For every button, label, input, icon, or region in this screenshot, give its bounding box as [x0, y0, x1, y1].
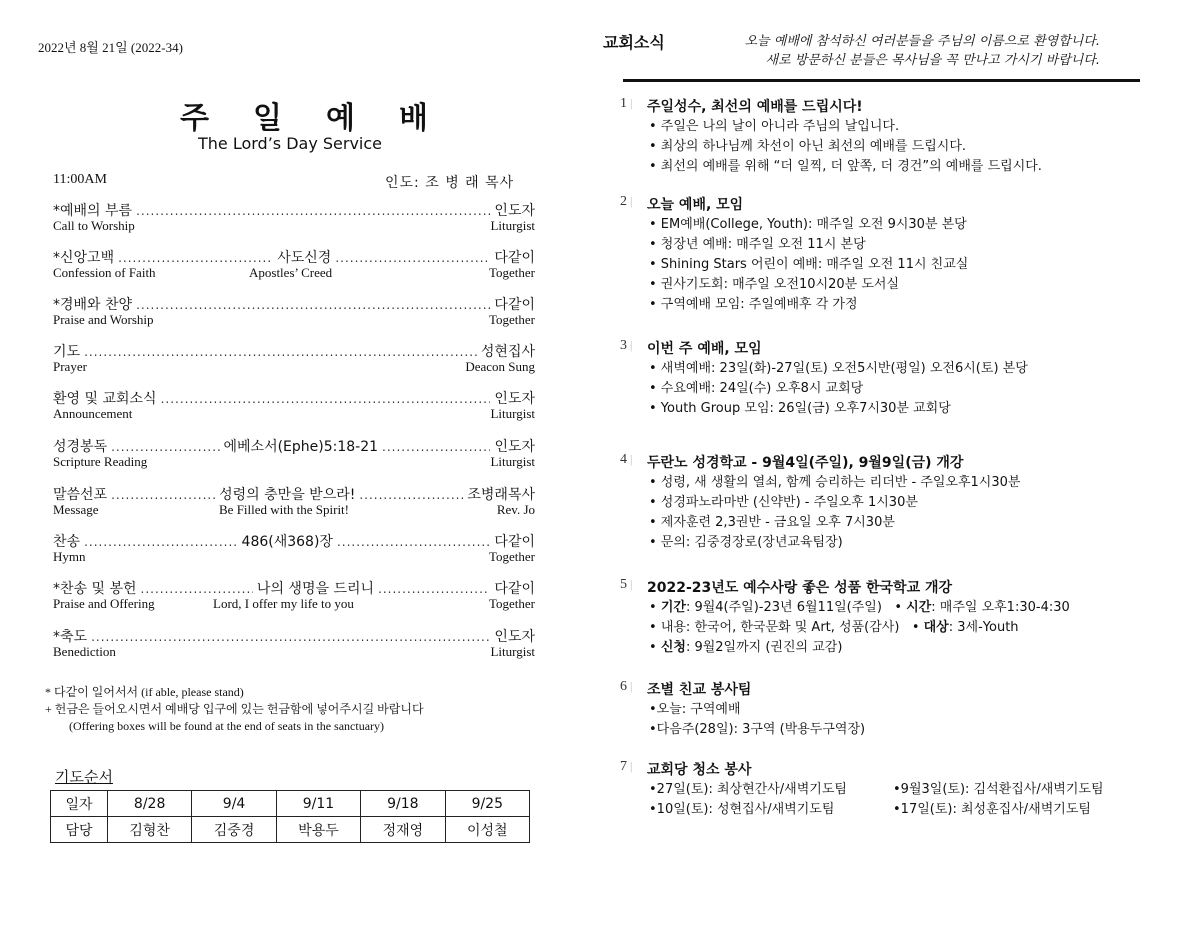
list-item: • 신청: 9월2일까지 (권진의 교감) [649, 640, 843, 655]
welcome-line-2: 새로 방문하신 분들은 목사님을 꼭 만나고 가시기 바랍니다. [765, 53, 1100, 68]
service-title-korean [180, 93, 430, 137]
list-item: • Youth Group 모임: 26일(금) 오후7시30분 교회당 [649, 401, 951, 416]
order-item [53, 341, 535, 379]
order-item-detail-english: Be Filled with the Spirit! [219, 502, 349, 517]
order-item-leader-english: Liturgist [490, 406, 535, 421]
order-item [53, 531, 535, 569]
order-item-english: Call to Worship [53, 218, 135, 233]
table-cell: 박용두 [276, 817, 360, 843]
note-stand: * 다같이 일어서서 (if able, please stand) [45, 685, 244, 699]
dot-leader [359, 488, 463, 502]
list-item: • 성경파노라마반 (신약반) - 주일오후 1시30분 [649, 495, 918, 510]
list-item: • Shining Stars 어린이 예배: 매주일 오전 11시 친교실 [649, 257, 969, 272]
section-title: 교회당 청소 봉사 [647, 762, 752, 778]
order-item-korean: 환영 및 교회소식 [53, 391, 157, 407]
order-item [53, 436, 535, 474]
section-number: 3 | [620, 338, 632, 354]
table-row [51, 791, 530, 817]
section-title: 조별 친교 봉사팀 [647, 682, 752, 698]
order-item-leader-english: Together [488, 265, 535, 280]
item-text: : 9월4(주일)-23년 6월11일(주일) [685, 600, 882, 615]
section-number: 4 | [620, 452, 632, 468]
order-item-korean: *경배와 찬양 [53, 297, 133, 313]
dot-leader [382, 440, 490, 454]
title-char: 배 [399, 101, 430, 136]
section-title: 2022-23년도 예수사랑 좋은 성품 한국학교 개강 [647, 580, 953, 596]
order-item-leader-english: Together [488, 596, 535, 611]
welcome-line-1: 오늘 예배에 참석하신 여러분들을 주님의 이름으로 환영합니다. [744, 34, 1100, 49]
list-item: • 성령, 새 생활의 열쇠, 함께 승리하는 리더반 - 주일오후1시30분 [649, 475, 1021, 490]
section-number: 5 | [620, 577, 632, 593]
table-cell: 김형찬 [107, 817, 191, 843]
church-news-heading: 교회소식 [603, 33, 665, 52]
order-item-detail-english: Lord, I offer my life to you [213, 596, 354, 611]
prayer-schedule-table [50, 790, 530, 843]
order-item-detail: 성령의 충만을 받으라! [219, 487, 356, 503]
section-title: 이번 주 예배, 모임 [647, 341, 762, 357]
order-item-korean: *찬송 및 봉헌 [53, 581, 137, 597]
prayer-schedule-title: 기도순서 [55, 768, 113, 786]
dot-leader [84, 535, 237, 549]
list-item: • 문의: 김중경장로(장년교육팀장) [649, 535, 843, 550]
order-item-leader-english: Liturgist [490, 454, 535, 469]
section-title: 두란노 성경학교 - 9월4일(주일), 9월9일(금) 개강 [647, 455, 964, 471]
order-item-detail: 나의 생명을 드리니 [256, 581, 375, 597]
section-number: 6 | [620, 679, 632, 695]
dot-leader [111, 488, 215, 502]
item-label: 기간 [660, 600, 686, 615]
order-item-korean: 성경봉독 [53, 439, 108, 455]
order-item-english: Message [53, 502, 99, 517]
table-cell: 8/28 [107, 791, 191, 817]
order-item-leader: 인도자 [494, 629, 535, 645]
order-item-leader: 조병래목사 [467, 487, 535, 503]
order-item-leader: 다같이 [494, 534, 535, 550]
table-cell: 정재영 [361, 817, 445, 843]
dot-leader [118, 251, 273, 265]
table-cell: 김중경 [192, 817, 276, 843]
list-item: •다음주(28일): 3구역 (박용두구역장) [649, 722, 866, 737]
section-items [649, 215, 968, 315]
item-text: : 매주일 오후1:30-4:30 [931, 600, 1070, 615]
list-item: • 청장년 예배: 매주일 오전 11시 본당 [649, 237, 866, 252]
section-items [649, 473, 1020, 553]
bulletin-date: 2022년 8월 21일 (2022-34) [38, 40, 183, 55]
order-item-korean: 찬송 [53, 534, 81, 550]
list-item: • 새벽예배: 23일(화)-27일(토) 오전5시반(평일) 오전6시(토) 본당 [649, 361, 1028, 376]
order-item [53, 388, 535, 426]
order-item-detail: 사도신경 [277, 250, 332, 266]
service-leader: 인도: 조 병 래 목사 [385, 175, 515, 191]
service-title-english: The Lord’s Day Service [197, 134, 383, 153]
dot-leader [161, 392, 491, 406]
section-number: 7 | [620, 759, 632, 775]
item-text: 내용: 한국어, 한국문화 및 Art, 성품(감사) [660, 620, 900, 635]
divider [623, 79, 1140, 82]
list-item: • 기간: 9월4(주일)-23년 6월11일(주일) • 시간: 매주일 오후1:30-4:30 [649, 600, 1070, 615]
list-item: • 구역예배 모임: 주일예배후 각 가정 [649, 297, 858, 312]
section-number: 1 | [620, 96, 632, 112]
title-char: 일 [253, 101, 284, 136]
list-item: • 최선의 예배를 위해 “더 일찍, 더 앞쪽, 더 경건”의 예배를 드립시다. [649, 159, 1042, 174]
order-item-leader: 인도자 [494, 439, 536, 455]
service-notes [45, 684, 424, 735]
cleaning-entry: •9월3일(토): 김석환집사/새벽기도팀 [893, 782, 1104, 797]
order-item [53, 578, 535, 616]
order-item-english: Announcement [53, 406, 133, 421]
list-item: • 최상의 하나님께 차선이 아닌 최선의 예배를 드립시다. [649, 139, 967, 154]
title-char: 주 [180, 101, 211, 136]
order-item-leader: 성현집사 [480, 344, 535, 360]
list-item: • 권사기도회: 매주일 오전10시20분 도서실 [649, 277, 900, 292]
item-text: : 9월2일까지 (권진의 교감) [685, 640, 843, 655]
table-cell: 9/11 [276, 791, 360, 817]
table-cell: 담당 [51, 817, 108, 843]
list-item: • EM예배(College, Youth): 매주일 오전 9시30분 본당 [649, 217, 967, 232]
dot-leader [111, 440, 219, 454]
order-item-leader-english: Together [488, 312, 535, 327]
order-item-leader: 인도자 [494, 203, 535, 219]
service-time: 11:00AM [53, 172, 107, 187]
order-item-english: Benediction [53, 644, 116, 659]
item-label: 신청 [660, 640, 686, 655]
order-item-leader-english: Liturgist [490, 644, 535, 659]
order-item [53, 294, 535, 332]
order-item-korean: 기도 [53, 344, 81, 360]
dot-leader [84, 345, 477, 359]
list-item: • 수요예배: 24일(수) 오후8시 교회당 [649, 381, 864, 396]
order-item-leader: 인도자 [494, 391, 535, 407]
table-cell: 9/4 [192, 791, 276, 817]
order-item-korean: *신앙고백 [53, 250, 115, 266]
item-text: : 3세-Youth [948, 620, 1019, 635]
welcome-message [700, 32, 1100, 70]
order-item [53, 200, 535, 238]
order-item-korean: *축도 [53, 629, 88, 645]
section-title: 주일성수, 최선의 예배를 드립시다! [647, 99, 863, 115]
order-item-english: Confession of Faith [53, 265, 156, 280]
section-items [649, 780, 1104, 820]
cleaning-entry: •10일(토): 성현집사/새벽기도팀 [649, 802, 835, 817]
cleaning-entry: •17일(토): 최성훈집사/새벽기도팀 [893, 802, 1091, 817]
list-item: • 제자훈련 2,3권반 - 금요일 오후 7시30분 [649, 515, 895, 530]
table-cell: 9/18 [361, 791, 445, 817]
item-label: 대상 [923, 620, 949, 635]
order-item-english: Scripture Reading [53, 454, 148, 469]
dot-leader [335, 251, 490, 265]
order-item-english: Hymn [53, 549, 86, 564]
order-item [53, 247, 535, 285]
order-item-leader-english: Rev. Jo [496, 502, 535, 517]
section-title: 오늘 예배, 모임 [647, 197, 744, 213]
section-items [649, 359, 1028, 419]
order-item-english: Prayer [53, 359, 87, 374]
order-item-english: Praise and Worship [53, 312, 154, 327]
list-item: • 주일은 나의 날이 아니라 주님의 날입니다. [649, 119, 900, 134]
dot-leader [136, 298, 490, 312]
order-item-leader-english: Liturgist [490, 218, 535, 233]
order-item-detail-english: Apostles’ Creed [249, 265, 333, 280]
note-offering: + 헌금은 들어오시면서 예배당 입구에 있는 헌금함에 넣어주시길 바랍니다 [45, 702, 424, 716]
list-item [649, 780, 1104, 800]
dot-leader [337, 535, 490, 549]
list-item [649, 800, 1104, 820]
order-item-detail: 에베소서(Ephe)5:18-21 [223, 439, 379, 455]
list-item: •오늘: 구역예배 [649, 702, 741, 717]
order-item-leader: 다같이 [494, 250, 535, 266]
order-item-leader: 다같이 [494, 297, 535, 313]
section-items [649, 700, 865, 740]
order-item-english: Praise and Offering [53, 596, 155, 611]
dot-leader [378, 582, 490, 596]
order-item-korean: 말씀선포 [53, 487, 108, 503]
dot-leader [141, 582, 253, 596]
note-offering-en: (Offering boxes will be found at the end of seats in the sanctuary) [69, 719, 385, 733]
order-item [53, 484, 535, 522]
table-cell: 일자 [51, 791, 108, 817]
order-item-leader-english: Together [488, 549, 535, 564]
dot-leader [136, 204, 490, 218]
order-item-leader: 다같이 [494, 581, 535, 597]
dot-leader [91, 630, 490, 644]
order-item-korean: *예배의 부름 [53, 203, 133, 219]
cleaning-entry: •27일(토): 최상현간사/새벽기도팀 [649, 782, 847, 797]
table-cell: 9/25 [445, 791, 529, 817]
order-item [53, 626, 535, 664]
section-items [649, 598, 1070, 658]
section-items [649, 117, 1042, 177]
section-number: 2 | [620, 194, 632, 210]
table-cell: 이성철 [445, 817, 529, 843]
order-item-leader-english: Deacon Sung [465, 359, 535, 374]
title-char: 예 [326, 101, 357, 136]
item-label: 시간 [906, 600, 932, 615]
order-item-detail: 486(새368)장 [241, 534, 333, 550]
table-row [51, 817, 530, 843]
list-item: • 내용: 한국어, 한국문화 및 Art, 성품(감사) • 대상: 3세-Youth [649, 620, 1019, 635]
